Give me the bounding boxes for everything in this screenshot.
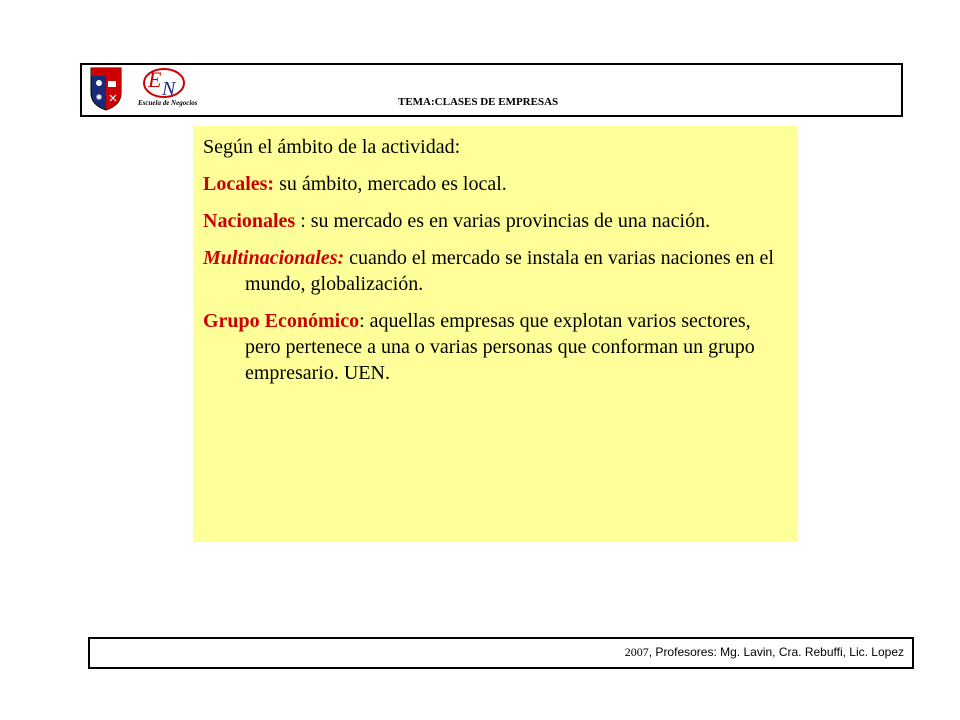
escuela-negocios-logo <box>134 65 198 115</box>
footer-credits <box>625 645 904 660</box>
footer-year: 2007 <box>624 645 649 659</box>
logo-caption: Escuela de Negocios <box>138 99 198 107</box>
shield-logo-icon <box>90 67 122 111</box>
intro-text: Según el ámbito de la actividad: <box>203 136 461 158</box>
text-locales: su ámbito, mercado es local. <box>274 173 507 195</box>
term-locales: Locales: <box>203 173 275 195</box>
item-nacionales <box>203 208 786 234</box>
logo-letter-e: E <box>148 67 162 92</box>
item-locales <box>203 171 786 197</box>
term-multinacionales: Multinacionales: <box>203 247 345 269</box>
em-logo-icon <box>134 65 198 101</box>
content-panel <box>193 126 798 542</box>
item-multinacionales <box>203 245 786 297</box>
text-nacionales: : su mercado es en varias provincias de una nación. <box>295 210 711 232</box>
footer-professors: , Profesores: Mg. Lavin, Cra. Rebuffi, Lic. Lopez <box>648 645 904 659</box>
logo-letter-n: N <box>162 78 176 100</box>
page-title: TEMA:CLASES DE EMPRESAS <box>398 96 559 108</box>
intro-line <box>203 134 786 160</box>
header-box <box>80 63 903 117</box>
text-grupo-economico: : aquellas empresas que explotan varios sectores, pero pertenece a una o varias personas que conforman un grupo empresario. UEN. <box>245 310 755 384</box>
term-nacionales: Nacionales <box>203 210 296 232</box>
item-grupo-economico <box>203 308 786 386</box>
text-multinacionales: cuando el mercado se instala en varias naciones en el mundo, globalización. <box>245 247 774 295</box>
term-grupo-economico: Grupo Económico <box>203 310 360 332</box>
footer-box <box>88 637 914 669</box>
